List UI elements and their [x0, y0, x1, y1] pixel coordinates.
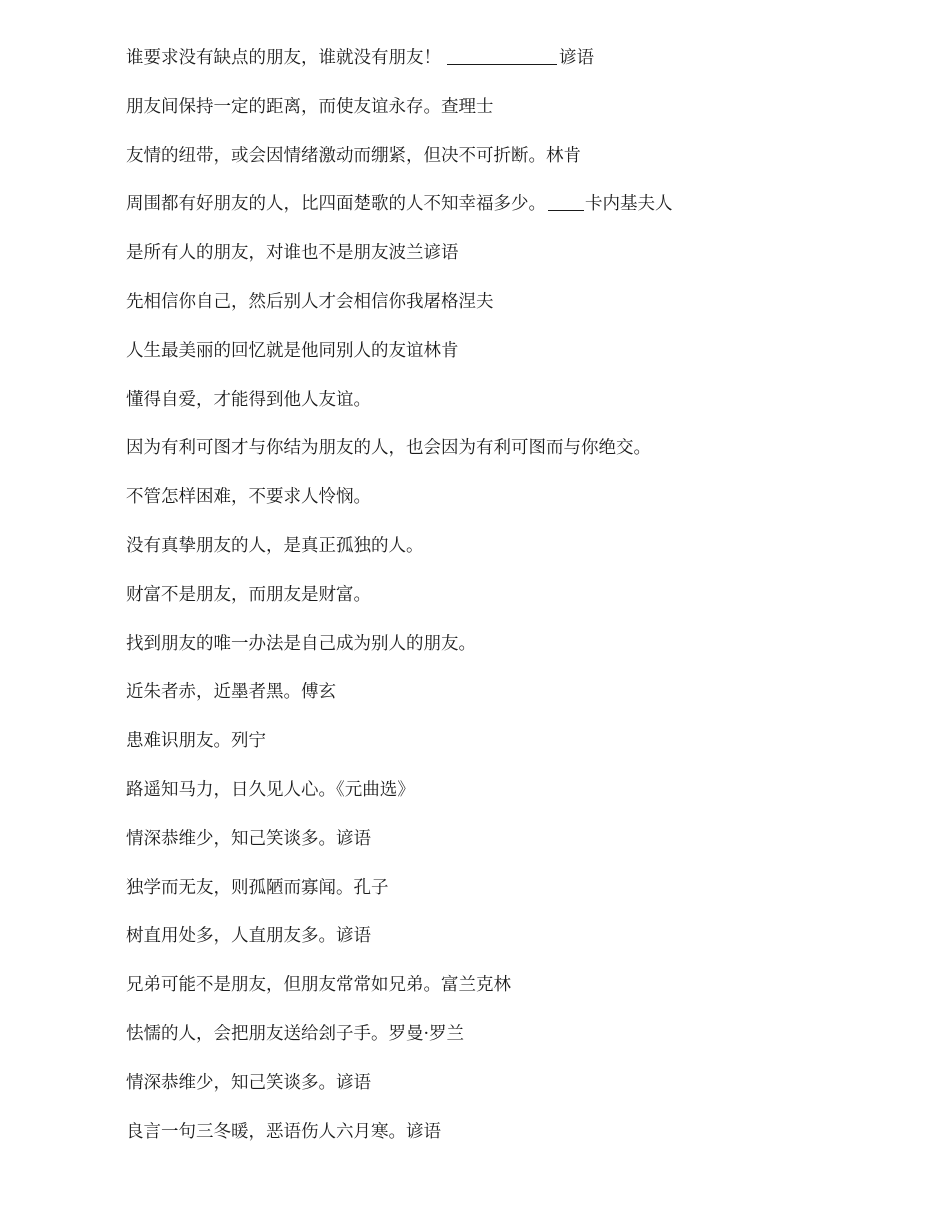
- quote-line: [126, 826, 673, 875]
- quote-line: [126, 533, 673, 582]
- quote-text: 朋友间保持一定的距离，而使友谊永存。查理士: [126, 96, 494, 117]
- quote-line: [126, 631, 673, 680]
- quote-line: [126, 582, 673, 631]
- quote-line: [126, 1119, 673, 1168]
- quote-text: 是所有人的朋友，对谁也不是朋友波兰谚语: [126, 243, 459, 264]
- quote-text: 近朱者赤，近墨者黑。傅玄: [126, 682, 336, 703]
- quote-line: [126, 728, 673, 777]
- quote-text: 周围都有好朋友的人，比四面楚歌的人不知幸福多少。: [126, 194, 546, 215]
- quote-list: [126, 45, 673, 1167]
- quote-line: [126, 94, 673, 143]
- quote-source: 卡内基夫人: [585, 194, 673, 215]
- quote-line: [126, 1070, 673, 1119]
- quote-line: [126, 972, 673, 1021]
- quote-text: 独学而无友，则孤陋而寡闻。孔子: [126, 877, 389, 898]
- quote-text: 没有真挚朋友的人，是真正孤独的人。: [126, 535, 424, 556]
- quote-text: 路遥知马力，日久见人心。《元曲选》: [126, 779, 415, 800]
- quote-line: [126, 338, 673, 387]
- quote-text: 患难识朋友。列宁: [126, 731, 266, 752]
- quote-source: 谚语: [559, 48, 594, 68]
- quote-text: 情深恭维少，知己笑谈多。谚语: [126, 828, 371, 849]
- quote-line: [126, 875, 673, 924]
- quote-line: [126, 484, 673, 533]
- quote-line: [126, 923, 673, 972]
- quote-text: 因为有利可图才与你结为朋友的人，也会因为有利可图而与你绝交。: [126, 438, 651, 459]
- quote-line: [126, 240, 673, 289]
- quote-line: [126, 289, 673, 338]
- quote-line: [126, 191, 673, 240]
- quote-line: [126, 45, 673, 94]
- quote-text: 财富不是朋友，而朋友是财富。: [126, 584, 371, 605]
- quote-line: [126, 777, 673, 826]
- quote-text: 怯懦的人，会把朋友送给刽子手。罗曼·罗兰: [126, 1023, 465, 1044]
- quote-text: 人生最美丽的回忆就是他同别人的友谊林肯: [126, 340, 459, 361]
- quote-line: [126, 435, 673, 484]
- quote-line: [126, 679, 673, 728]
- quote-text: 兄弟可能不是朋友，但朋友常常如兄弟。富兰克林: [126, 975, 511, 996]
- quote-line: [126, 143, 673, 192]
- quote-text: 找到朋友的唯一办法是自己成为别人的朋友。: [126, 633, 476, 654]
- quote-text: 不管怎样困难，不要求人怜悯。: [126, 487, 371, 508]
- fill-in-blank: [447, 46, 557, 65]
- quote-text: 谁要求没有缺点的朋友，谁就没有朋友！: [126, 48, 441, 68]
- quote-text: 树直用处多，人直朋友多。谚语: [126, 926, 371, 947]
- quote-text: 先相信你自己，然后别人才会相信你我屠格涅夫: [126, 291, 494, 312]
- quote-text: 友情的纽带，或会因情绪激动而绷紧，但决不可折断。林肯: [126, 145, 581, 166]
- quote-text: 情深恭维少，知己笑谈多。谚语: [126, 1072, 371, 1093]
- fill-in-blank: [548, 192, 584, 211]
- quote-text: 懂得自爱，才能得到他人友谊。: [126, 389, 371, 410]
- quote-text: 良言一句三冬暖，恶语伤人六月寒。谚语: [126, 1121, 441, 1142]
- quote-line: [126, 387, 673, 436]
- quote-line: [126, 1021, 673, 1070]
